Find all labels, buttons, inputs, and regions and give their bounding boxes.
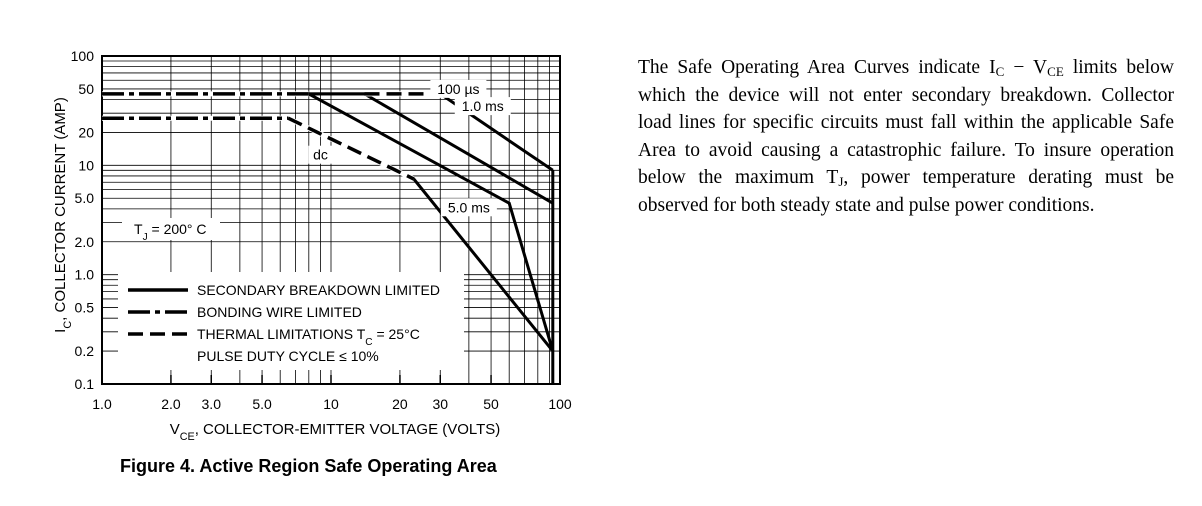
series-label: dc — [313, 146, 328, 163]
y-tick-label: 10 — [78, 157, 94, 174]
legend-label: BONDING WIRE LIMITED — [197, 304, 362, 320]
x-tick-label: 1.0 — [92, 396, 112, 412]
x-axis-title: $V_{CE}$, COLLECTOR-EMITTER VOLTAGE (VOLTS) — [169, 421, 501, 443]
x-tick-label: 100 — [548, 396, 572, 412]
figure-caption: Figure 4. Active Region Safe Operating Area — [120, 456, 497, 476]
x-tick-label: 50 — [483, 396, 499, 412]
para-subscript: CE — [1047, 64, 1064, 79]
chart-legend — [118, 272, 464, 370]
safe-operating-area-chart — [0, 0, 620, 450]
x-tick-label: 2.0 — [161, 396, 181, 412]
y-tick-label: 0.5 — [74, 299, 94, 316]
y-tick-label: 50 — [78, 80, 94, 97]
legend-label: THERMAL LIMITATIONS $T_C = 25^\circ C$ — [197, 326, 420, 348]
x-tick-label: 20 — [392, 396, 408, 412]
series-label: 100 µs — [437, 80, 480, 97]
axis-titles — [52, 97, 500, 443]
x-tick-label: 30 — [432, 396, 449, 412]
y-tick-label: 0.1 — [74, 376, 94, 392]
series-label: 5.0 ms — [447, 199, 490, 216]
y-tick-label: 100 — [70, 48, 94, 64]
legend-label: SECONDARY BREAKDOWN LIMITED — [197, 282, 440, 298]
x-tick-label: 3.0 — [201, 396, 221, 412]
para-subscript: J — [838, 174, 844, 189]
x-tick-label: 5.0 — [252, 396, 272, 412]
y-tick-label: 0.2 — [74, 343, 94, 360]
description-paragraph: The Safe Operating Area Curves indicate $I_C - V_{CE}$ limits below which the device will not enter secondary breakdown. Collector load lines for specific circuits must fall within the applicable Safe Area to avoid causing a catastrophic failure. To insure operation below the maximum $T_J$, power temperature derating must be observed for both steady state and pulse power conditions. — [638, 57, 1174, 216]
y-tick-label: 20 — [78, 124, 94, 141]
tj-annotation — [122, 218, 220, 243]
annotation-text: $T_J = 200^\circ$ C — [134, 221, 207, 243]
y-tick-label: 1.0 — [74, 266, 94, 283]
x-tick-label: 10 — [323, 396, 339, 412]
y-tick-label: 5.0 — [74, 190, 94, 207]
y-axis-title: $I_C$, COLLECTOR CURRENT (AMP) — [52, 97, 74, 333]
para-subscript: C — [995, 64, 1005, 79]
series-label: 1.0 ms — [461, 98, 504, 115]
axis-ticks — [102, 375, 560, 384]
legend-label: PULSE DUTY CYCLE ≤ 10% — [197, 348, 379, 364]
y-tick-label: 2.0 — [74, 233, 94, 250]
